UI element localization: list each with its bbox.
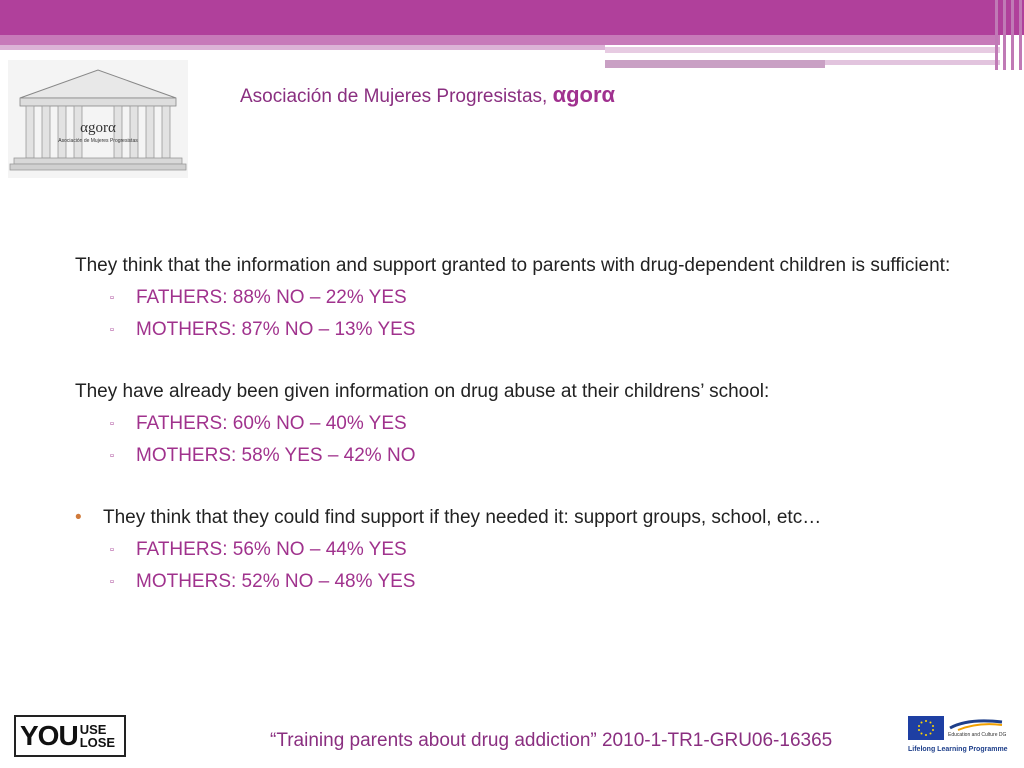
page-title <box>240 82 615 108</box>
list-item-text: FATHERS: 60% NO – 40% YES <box>136 413 407 434</box>
list-item <box>75 318 995 350</box>
logo-caption: Asociación de Mujeres Progresistas <box>58 138 138 144</box>
main-content <box>75 254 995 602</box>
section-heading <box>75 506 995 538</box>
square-bullet-icon: ▫ <box>110 292 114 304</box>
list-item <box>75 538 995 570</box>
section-heading: They have already been given information on drug abuse at their childrens’ school: <box>75 381 770 402</box>
decor-stripe <box>995 0 998 70</box>
header-brand: αgorα <box>552 82 616 107</box>
eu-flag-icon <box>908 716 944 740</box>
list-item-text: FATHERS: 88% NO – 22% YES <box>136 287 407 308</box>
decor-stripe <box>1003 0 1006 70</box>
section-heading-text: They think that they could find support if they needed it: support groups, school, etc… <box>103 507 822 528</box>
square-bullet-icon: ▫ <box>110 450 114 462</box>
header-title-text: Asociación de Mujeres Progresistas, <box>240 86 553 107</box>
decor-stripe <box>1011 0 1014 70</box>
eu-lifelong-learning-logo <box>906 714 1006 758</box>
you-use-lose-logo <box>14 715 126 757</box>
eu-dg-label: Education and Culture DG <box>948 732 1007 738</box>
bullet-icon: • <box>75 507 82 528</box>
logo-brand: αgorα <box>80 120 116 136</box>
square-bullet-icon: ▫ <box>110 418 114 430</box>
logo-lose: LOSE <box>79 735 116 750</box>
square-bullet-icon: ▫ <box>110 576 114 588</box>
top-band <box>605 47 1000 53</box>
swoosh-icon <box>948 716 1004 732</box>
square-bullet-icon: ▫ <box>110 324 114 336</box>
list-item-text: MOTHERS: 58% YES – 42% NO <box>136 445 416 466</box>
logo-use: USE <box>79 722 107 737</box>
top-bar <box>0 0 1024 35</box>
list-item-text: MOTHERS: 52% NO – 48% YES <box>136 571 416 592</box>
list-item <box>75 570 995 602</box>
top-band <box>0 35 1000 45</box>
list-item-text: MOTHERS: 87% NO – 13% YES <box>136 319 416 340</box>
section-heading: They think that the information and support granted to parents with drug-dependent children is sufficient: <box>75 255 951 276</box>
list-item-text: FATHERS: 56% NO – 44% YES <box>136 539 407 560</box>
llp-label: Lifelong Learning Programme <box>908 746 1008 753</box>
top-band <box>605 60 825 68</box>
list-item <box>75 286 995 318</box>
square-bullet-icon: ▫ <box>110 544 114 556</box>
logo-you: YOU <box>20 720 78 751</box>
footer-project: “Training parents about drug addiction” 2010-1-TR1-GRU06-16365 <box>270 730 833 751</box>
list-item <box>75 412 995 444</box>
agora-temple-logo <box>8 60 188 178</box>
decor-stripe <box>1019 0 1022 70</box>
top-band <box>825 60 1000 65</box>
list-item <box>75 444 995 476</box>
top-band <box>0 45 605 50</box>
